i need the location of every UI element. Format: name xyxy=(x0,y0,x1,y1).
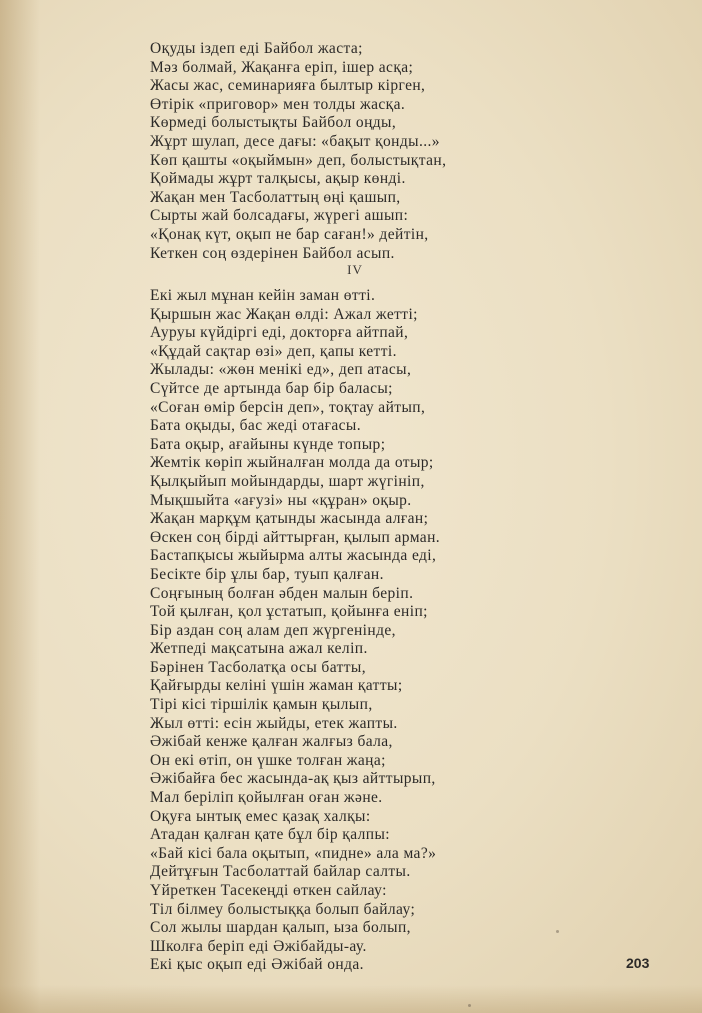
poem-line: Екі жыл мұнан кейін заман өтті. xyxy=(150,287,376,304)
poem-line: Бастапқысы жыйырма алты жасында еді, xyxy=(150,547,437,565)
poem-line: Тіл білмеу болыстыққа болып байлау; xyxy=(150,900,416,918)
poem-line: Көп қашты «оқыймын» деп, болыстықтан, xyxy=(150,151,447,169)
paper-speck xyxy=(468,1004,471,1007)
poem-line: Қыршын жас Жақан өлді: Ажал жетті; xyxy=(150,305,418,323)
poem-line: Жетпеді мақсатына ажал келіп. xyxy=(150,640,368,658)
poem-line: «Құдай сақтар өзі» деп, қапы кетті. xyxy=(150,342,397,360)
poem-line: Өскен соң бірді айттырған, қылып арман. xyxy=(150,528,441,546)
poem-line: Той қылған, қол ұстатып, қойынға еніп; xyxy=(150,603,428,621)
poem-line: Қылқыйып мойындарды, шарт жүгініп, xyxy=(150,472,425,490)
poem-line: Бата оқыр, ағайыны күнде топыр; xyxy=(150,435,386,453)
poem-line: Бір аздан соң алам деп жүргенінде, xyxy=(150,621,396,639)
poem-line: Бата оқыды, бас жеді отағасы. xyxy=(150,417,362,435)
poem-line: Өтірік «приговор» мен толды жасқа. xyxy=(150,95,406,113)
poem-line: Жақан мен Тасболаттың өңі қашып, xyxy=(150,188,401,206)
poem-line: Мәз болмай, Жақанға еріп, ішер асқа; xyxy=(150,58,414,76)
page-number: 203 xyxy=(626,955,650,971)
poem-line: Мықшыйта «ағузі» ны «құран» оқыр. xyxy=(150,491,412,509)
poem-line: Он екі өтіп, он үшке толған жаңа; xyxy=(150,751,386,769)
poem-line: Қоймады жұрт талқысы, ақыр көнді. xyxy=(150,170,406,188)
poem-line: «Соған өмір берсін деп», тоқтау айтып, xyxy=(150,398,426,416)
poem-line: Жыл өтті: есін жыйды, етек жапты. xyxy=(150,714,398,732)
poem-line: Сырты жай болсадағы, жүрегі ашып: xyxy=(150,207,409,225)
poem-line: Әжібай кенже қалған жалғыз бала, xyxy=(150,733,393,751)
poem-stanza-top xyxy=(150,40,560,263)
paper-speck xyxy=(556,930,559,933)
poem-line: Жасы жас, семинарияға былтыр кірген, xyxy=(150,77,426,95)
poem-line: Сол жылы шардан қалып, ыза болып, xyxy=(150,919,411,937)
poem-line: Бәрінен Тасболатқа осы батты, xyxy=(150,658,367,676)
page-bottom-shadow xyxy=(0,985,702,1013)
poem-line: Жылады: «жөн менікі ед», деп атасы, xyxy=(150,361,412,379)
poem-line: Бесікте бір ұлы бар, туып қалған. xyxy=(150,565,384,583)
poem-line: Әжібайға бес жасында-ақ қыз айттырып, xyxy=(150,770,436,788)
poem-line: Қайғырды келіні үшін жаман қатты; xyxy=(150,677,403,695)
poem-line: Кеткен соң өздерінен Байбол асып. xyxy=(150,244,395,262)
poem-line: Екі қыс оқып еді Әжібай онда. xyxy=(150,956,364,974)
poem-line: Көрмеді болыстықты Байбол оңды, xyxy=(150,114,397,132)
poem-line: Мал беріліп қойылған оған және. xyxy=(150,789,383,807)
section-number: IV xyxy=(347,262,363,277)
poem-line: «Қонақ күт, оқып не бар саған!» дейтін, xyxy=(150,225,429,243)
page-spine-shadow xyxy=(0,0,40,1013)
poem-line: Жемтік көріп жыйналған молда да отыр; xyxy=(150,454,434,472)
poem-line: Школға беріп еді Әжібайды-ау. xyxy=(150,937,367,955)
poem-line: Ауруы күйдіргі еді, докторға айтпай, xyxy=(150,324,409,342)
poem-line: Сүйтсе де артында бар бір баласы; xyxy=(150,379,393,397)
poem-line: «Бай кісі бала оқытып, «пидне» ала ма?» xyxy=(150,844,437,862)
poem-line: Оқуға ынтық емес қазақ халқы: xyxy=(150,807,371,825)
poem-line: Дейтұғын Тасболаттай байлар салты. xyxy=(150,863,411,881)
poem-line: Соңғының болған әбден малын беріп. xyxy=(150,584,414,602)
poem-line: Тірі кісі тіршілік қамын қылып, xyxy=(150,696,373,714)
poem-line: Жұрт шулап, десе дағы: «бақыт қонды...» xyxy=(150,132,440,150)
poem-line: Атадан қалған қате бұл бір қалпы: xyxy=(150,826,390,844)
poem-line: Оқуды іздеп еді Байбол жаста; xyxy=(150,40,363,57)
poem-line: Үйреткен Тасекеңді өткен сайлау: xyxy=(150,882,387,899)
poem-stanza-main xyxy=(150,287,560,975)
poem-line: Жақан марқұм қатынды жасында алған; xyxy=(150,510,429,528)
